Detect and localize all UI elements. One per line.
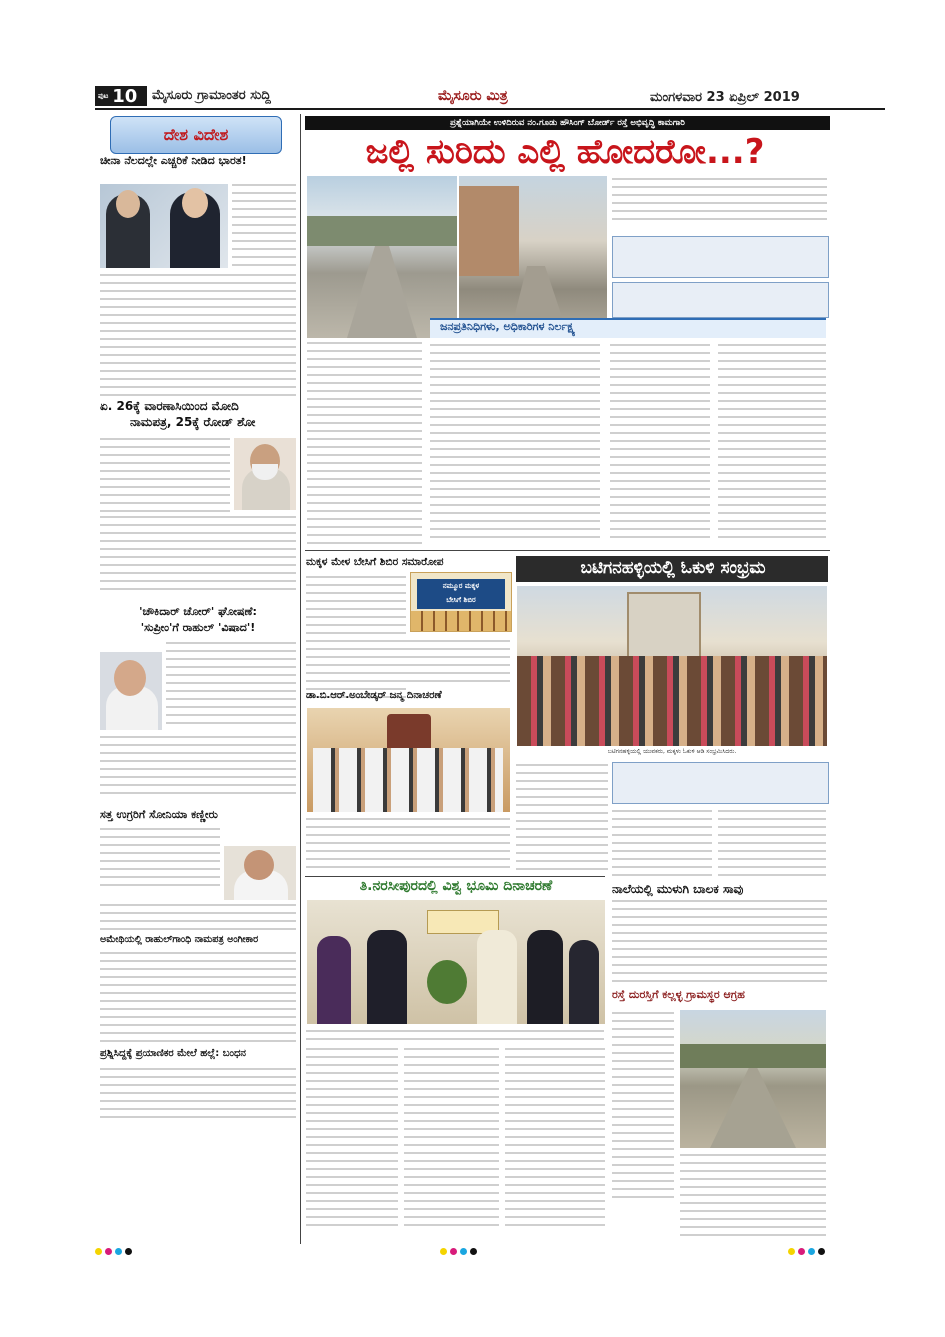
- story5-text-lines: [100, 952, 296, 1048]
- road-photo-1-road: [347, 246, 417, 338]
- camp-text-lines-bottom: [306, 640, 510, 688]
- drown-text-lines: [612, 900, 827, 988]
- column-divider: [300, 114, 301, 1244]
- rahul-face: [114, 660, 146, 696]
- dot-magenta: [105, 1248, 112, 1255]
- story3-headline-line1: 'ಚೌಕಿದಾರ್ ಚೋರ್' ಘೋಷಣೆ:: [139, 605, 257, 618]
- camp-headline: ಮಕ್ಕಳ ಮೇಳ ಬೇಸಿಗೆ ಶಿಬಿರ ಸಮಾರೋಪ: [306, 556, 444, 568]
- story3-headline-line2: 'ಸುಪ್ರೀಂ'ಗೆ ರಾಹುಲ್ 'ವಿಷಾದ'!: [140, 621, 256, 634]
- road-photo-1: [307, 176, 457, 338]
- main-headline: ಜಲ್ಲಿ ಸುರಿದು ಎಲ್ಲಿ ಹೋದರೋ...?: [365, 132, 765, 172]
- festival-quote-box: [612, 762, 829, 804]
- earth-day-person-2: [367, 930, 407, 1024]
- festival-caption: ಬಟಿಗನಹಳ್ಳಿಯಲ್ಲಿ ಯುವಕರು, ಮಕ್ಕಳು ಓಕುಳಿ ಆಡಿ ಸಂಭ್ರಮಿಸಿದರು.: [607, 748, 737, 755]
- dot-cyan: [115, 1248, 122, 1255]
- main-col3-lines: [610, 344, 710, 544]
- earth-day-person-4: [527, 930, 563, 1024]
- earth-day-person-5: [569, 940, 599, 1024]
- earth-day-photo: [307, 900, 605, 1024]
- main-story-bottom-rule: [305, 550, 830, 551]
- story2-headline: [100, 398, 296, 430]
- story2-text-lines-bottom: [100, 516, 296, 596]
- story1-headline: ಚೀನಾ ನೆಲದಲ್ಲೇ ಎಚ್ಚರಿಕೆ ನೀಡಿದ ಭಾರತ!: [100, 154, 247, 167]
- festival-col1-lines: [516, 764, 608, 876]
- road-photo-2-building: [459, 186, 519, 276]
- main-kicker: ಪ್ರಶ್ನೆಯಾಗಿಯೇ ಉಳಿದಿರುವ ನಂ.ಗೂಡು ಹೌಸಿಂಗ್ ಬೋರ್ಡ್ ರಸ್ತೆ ಅಭಿವೃದ್ಧಿ ಕಾಮಗಾರಿ: [305, 116, 830, 130]
- road-repair-photo: [680, 1010, 826, 1148]
- earth-day-col3-lines: [505, 1048, 605, 1232]
- paper-name: ಮೈಸೂರು ಮಿತ್ರ: [438, 88, 508, 104]
- story1-text-lines-bottom: [100, 274, 296, 402]
- story4-headline: ಸತ್ತ ಉಗ್ರರಿಗೆ ಸೋನಿಯಾ ಕಣ್ಣೀರು: [100, 808, 218, 821]
- road-photo-2: [459, 176, 607, 338]
- rahul-photo: [100, 652, 162, 730]
- festival-temple: [627, 592, 701, 666]
- road-photo-1-trees: [307, 216, 457, 246]
- main-quote-lines: [612, 178, 827, 226]
- story4-text-lines: [100, 828, 220, 892]
- story4-text-lines-bottom: [100, 904, 296, 936]
- page-label: ಪುಟ: [98, 91, 109, 100]
- story3-text-lines-bottom: [100, 736, 296, 800]
- camp-photo-banner-line2: ಬೇಸಿಗೆ ಶಿಬಿರ: [446, 596, 476, 604]
- quote-box-1: [612, 236, 829, 278]
- header-rule: [95, 108, 885, 110]
- sub-headline: ಜನಪ್ರತಿನಿಧಿಗಳು, ಅಧಿಕಾರಿಗಳ ನಿರ್ಲಕ್ಷ್ಯ: [440, 320, 576, 333]
- story5-headline: ಅಮೇಥಿಯಲ್ಲಿ ರಾಹುಲ್‌ಗಾಂಧಿ ನಾಮಪತ್ರ ಅಂಗೀಕಾರ: [100, 934, 259, 945]
- leaders-photo: [100, 184, 228, 268]
- ambedkar-photo: [307, 708, 510, 812]
- main-col4-lines: [718, 344, 826, 544]
- main-col2-lines: [430, 344, 600, 544]
- camp-photo-banner: [417, 579, 505, 609]
- dot-yellow: [95, 1248, 102, 1255]
- earth-day-caption-lines: [306, 1030, 604, 1046]
- festival-photo: [517, 586, 827, 746]
- road-repair-road: [710, 1068, 796, 1148]
- section-banner: [110, 116, 282, 154]
- story2-text-lines: [100, 438, 230, 518]
- festival-headline: ಬಟಿಗನಹಳ್ಳಿಯಲ್ಲಿ ಓಕುಳಿ ಸಂಭ್ರಮ: [580, 558, 766, 578]
- earth-day-col1-lines: [306, 1048, 398, 1232]
- main-col1-lines: [307, 342, 422, 550]
- amit-shah-face: [244, 850, 274, 880]
- earth-day-person-3: [477, 930, 517, 1024]
- road-headline: ರಸ್ತೆ ದುರಸ್ತಿಗೆ ಕಲ್ಲಳ್ಳ ಗ್ರಾಮಸ್ಥರ ಆಗ್ರಹ: [612, 988, 745, 1001]
- registration-dots-right: [788, 1248, 825, 1255]
- earth-day-headline: ತಿ.ನರಸೀಪುರದಲ್ಲಿ ವಿಶ್ವ ಭೂಮಿ ದಿನಾಚರಣೆ: [359, 878, 553, 894]
- earth-day-col2-lines: [404, 1048, 499, 1232]
- registration-dots-center: [440, 1248, 477, 1255]
- ambedkar-text-lines: [306, 818, 510, 874]
- story1-text-lines: [232, 184, 296, 272]
- road-text-lines: [680, 1154, 826, 1242]
- road-repair-trees: [680, 1044, 826, 1068]
- issue-date: ಮಂಗಳವಾರ 23 ಏಪ್ರಿಲ್ 2019: [650, 90, 800, 105]
- amit-shah-photo: [224, 846, 296, 900]
- drown-headline: ನಾಲೆಯಲ್ಲಿ ಮುಳುಗಿ ಬಾಲಕ ಸಾವು: [612, 882, 744, 896]
- ambedkar-headline: ಡಾ.ಬಿ.ಆರ್.ಅಂಬೇಡ್ಕರ್ ಜನ್ಮ ದಿನಾಚರಣೆ: [306, 690, 442, 701]
- story3-headline: [100, 604, 296, 636]
- camp-photo: [410, 572, 512, 632]
- story6-text-lines: [100, 1068, 296, 1124]
- camp-photo-banner-line1: ನಮ್ಮೂರ ಮಕ್ಕಳ: [442, 582, 480, 590]
- registration-dots-left: [95, 1248, 132, 1255]
- camp-photo-crowd: [411, 611, 511, 631]
- page-number: 10: [112, 85, 138, 107]
- story6-headline: ಪ್ರಶ್ನಿಸಿದ್ದಕ್ಕೆ ಪ್ರಯಾಣಿಕರ ಮೇಲೆ ಹಲ್ಲೆ: ಬಂಧನ: [100, 1048, 246, 1059]
- earth-day-plant: [427, 960, 467, 1004]
- festival-col2-lines: [612, 810, 712, 882]
- festival-col3-lines: [718, 810, 826, 882]
- festival-crowd: [517, 656, 827, 746]
- section-banner-label: ದೇಶ ವಿದೇಶ: [163, 125, 229, 144]
- person-left-face: [116, 190, 140, 218]
- page-number-box: [95, 86, 147, 106]
- dot-black: [125, 1248, 132, 1255]
- road-col-lines: [612, 1012, 674, 1204]
- person-right-face: [182, 188, 208, 218]
- story2-headline-line2: ನಾಮಪತ್ರ, 25ಕ್ಕೆ ರೋಡ್ ಶೋ: [130, 415, 256, 429]
- quote-box-2: [612, 282, 829, 318]
- story3-text-lines: [166, 642, 296, 730]
- ambedkar-crowd: [313, 748, 503, 812]
- story2-headline-line1: ಏ. 26ಕ್ಕೆ ವಾರಣಾಸಿಯಿಂದ ಮೋದಿ: [100, 399, 239, 413]
- earth-day-person-1: [317, 936, 351, 1024]
- lower-rule-left: [305, 876, 605, 877]
- section-title: ಮೈಸೂರು ಗ್ರಾಮಾಂತರ ಸುದ್ದಿ: [152, 88, 271, 103]
- modi-photo: [234, 438, 296, 510]
